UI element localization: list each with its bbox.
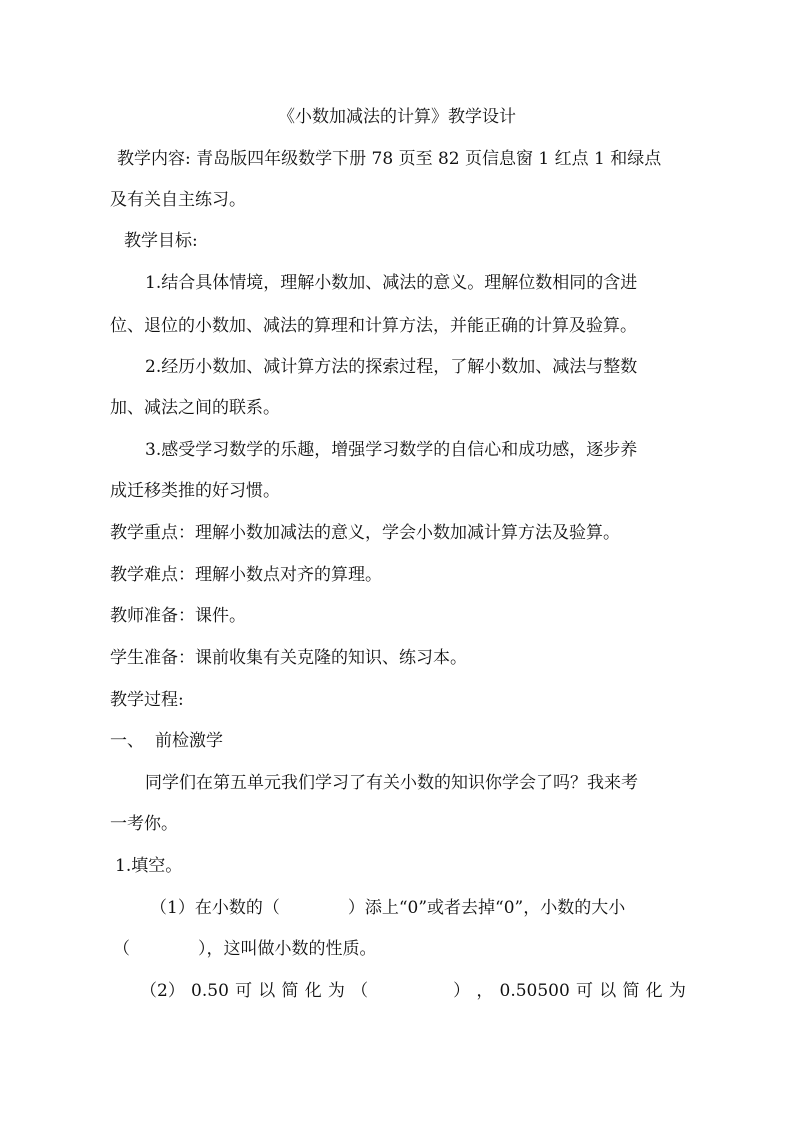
q2-part: 0.50 (191, 981, 229, 1001)
objective-3-line-1: 3.感受学习数学的乐趣，增强学习数学的自信心和成功感，逐步养 (145, 440, 638, 460)
q2-part: （ ） (351, 981, 471, 1001)
difficulties: 教学难点：理解小数点对齐的算理。 (110, 565, 382, 585)
objective-1-line-1: 1.结合具体情境，理解小数加、减法的意义。理解位数相同的含进 (145, 273, 638, 293)
question-2-line-1 (140, 983, 686, 1000)
q2-part: 简 (281, 981, 299, 1001)
q2-part: 可 (235, 981, 253, 1001)
student-preparation: 学生准备：课前收集有关克隆的知识、练习本。 (110, 648, 467, 668)
section-1-number: 一、 (110, 731, 144, 751)
q2-part: （2） (140, 981, 185, 1001)
q2-part: 以 (599, 981, 617, 1001)
question-1-line-2: （ ），这叫做小数的性质。 (113, 939, 377, 959)
section-1-title: 前检激学 (155, 731, 223, 751)
q2-part: 可 (576, 981, 594, 1001)
section-1-heading (110, 733, 223, 750)
section-1-paragraph-line-1: 同学们在第五单元我们学习了有关小数的知识你学会了吗？我来考 (145, 773, 638, 793)
objective-2-line-1: 2.经历小数加、减计算方法的探索过程，了解小数加、减法与整数 (145, 357, 638, 377)
document-title: 《小数加减法的计算》教学设计 (278, 107, 516, 127)
question-1-line-1: （1）在小数的（ ）添上“0”或者去掉“0”，小数的大小 (150, 898, 626, 918)
teaching-content-line-1: 教学内容: 青岛版四年级数学下册 78 页至 82 页信息窗 1 红点 1 和绿点 (117, 149, 662, 169)
objectives-heading: 教学目标: (124, 231, 198, 251)
q2-part: 化 (645, 981, 663, 1001)
q2-part: 0.50500 (499, 981, 570, 1001)
key-points: 教学重点：理解小数加减法的意义，学会小数加减计算方法及验算。 (110, 523, 620, 543)
objective-2-line-2: 加、减法之间的联系。 (110, 398, 280, 418)
q2-part: 为 (668, 981, 686, 1001)
teacher-preparation: 教师准备：课件。 (110, 606, 246, 626)
q2-part: ， (476, 981, 494, 1001)
q2-part: 化 (304, 981, 322, 1001)
q2-part: 以 (258, 981, 276, 1001)
q2-part: 简 (622, 981, 640, 1001)
process-heading: 教学过程: (110, 690, 184, 710)
q2-part: 为 (327, 981, 345, 1001)
objective-1-line-2: 位、退位的小数加、减法的算理和计算方法，并能正确的计算及验算。 (110, 316, 637, 336)
objective-3-line-2: 成迁移类推的好习惯。 (110, 481, 280, 501)
fill-blank-heading: 1.填空。 (115, 856, 183, 876)
teaching-content-line-2: 及有关自主练习。 (110, 190, 246, 210)
section-1-paragraph-line-2: 一考你。 (110, 814, 178, 834)
